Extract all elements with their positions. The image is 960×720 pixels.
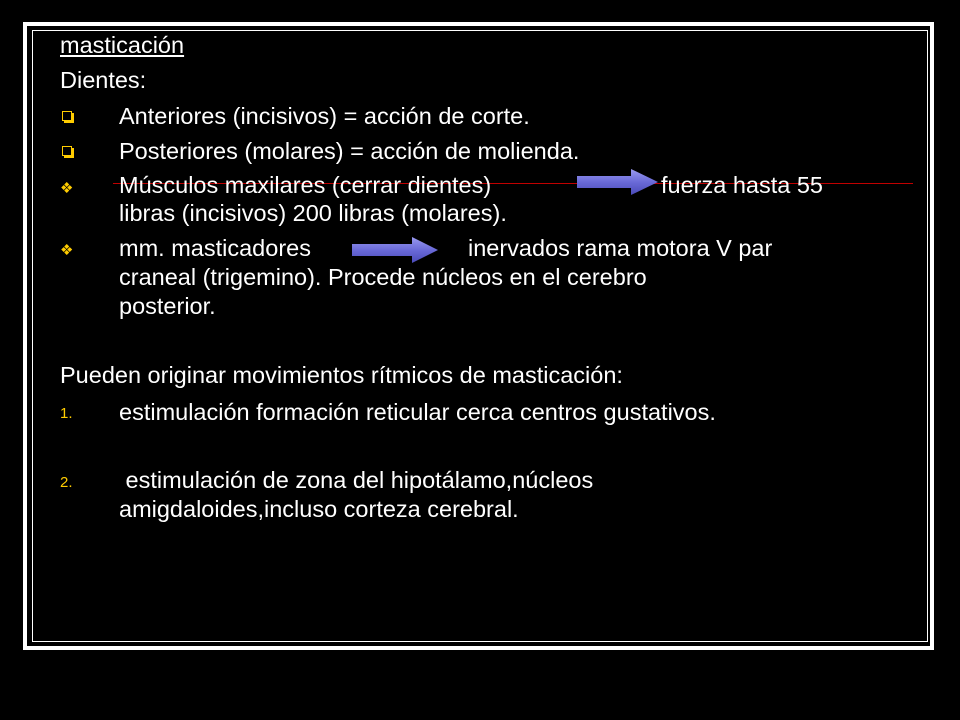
heading-teeth: Dientes: [60,67,147,93]
bullet-3-text-line2: libras (incisivos) 200 libras (molares). [119,200,507,226]
bullet-3-text-a: Músculos maxilares (cerrar dientes) [119,172,492,198]
bullet-1-text: Anteriores (incisivos) = acción de corte. [119,103,530,129]
bullet-4-text-a: mm. masticadores [119,235,311,261]
numbered-item-2-text: estimulación de zona del hipotálamo,núcleos [119,467,594,493]
numbered-item-1-text: estimulación formación reticular cerca centros gustativos. [119,399,716,425]
diamond-bullet-icon: ❖ [60,242,74,259]
numbered-item-2-text-line2: amigdaloides,incluso corteza cerebral. [119,496,519,522]
right-arrow-icon [575,168,660,196]
bullet-2-text: Posteriores (molares) = acción de molienda. [119,138,580,164]
bullet-4-text-line3: posterior. [119,293,216,319]
slide-title: masticación [60,32,185,58]
right-arrow-icon [350,236,440,264]
bullet-3-text-b: fuerza hasta 55 [661,172,823,198]
square-bullet-icon [62,146,72,156]
bullet-4-text-line2: craneal (trigemino). Procede núcleos en el cerebro [119,264,647,290]
diamond-bullet-icon: ❖ [60,180,74,197]
heading-rhythm: Pueden originar movimientos rítmicos de masticación: [60,362,623,388]
numbered-item-2-number: 2. [60,474,73,491]
square-bullet-icon [62,111,72,121]
bullet-4-text-b: inervados rama motora V par [468,235,773,261]
numbered-item-1-number: 1. [60,405,73,422]
